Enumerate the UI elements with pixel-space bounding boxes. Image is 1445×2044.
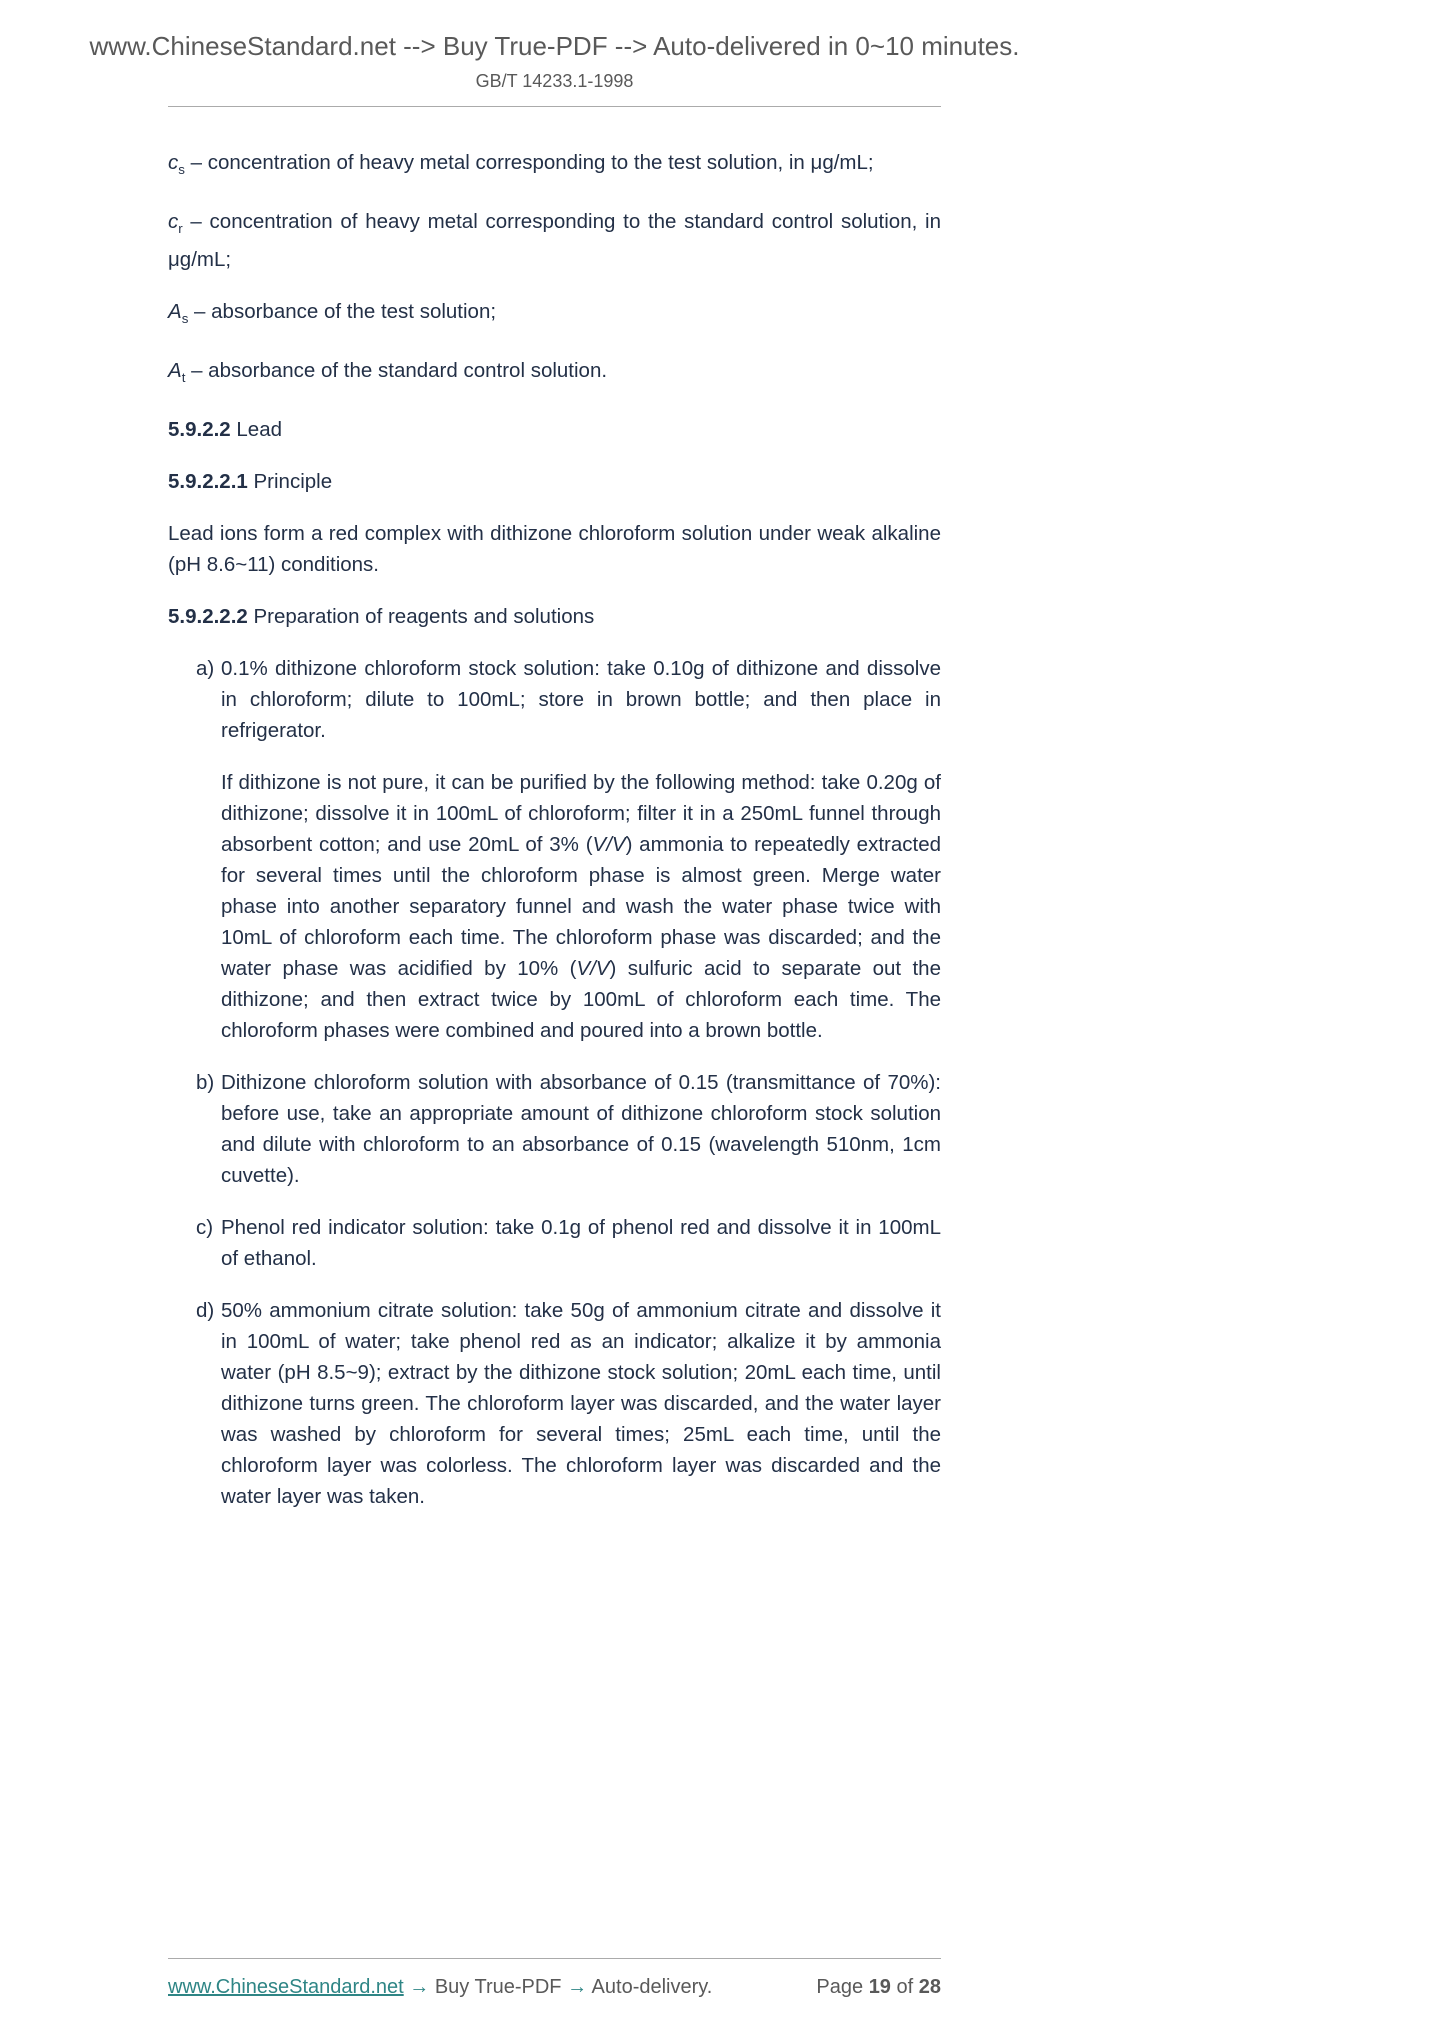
- section-number: 5.9.2.2.1: [168, 470, 248, 494]
- page-content-column: [89, 0, 1020, 1533]
- symbol-c: c: [168, 210, 179, 234]
- definition-text: – absorbance of the standard control solution.: [185, 359, 608, 383]
- page-total: 28: [918, 1976, 941, 1998]
- note-text-segment: ) ammonia to repeatedly extracted for several times until the chloroform phase is almost green. Merge water phase into another separatory funnel and wash the water phase twice with 10mL of chloroform each time. The chloroform phase was discarded; and the water phase was acidified by 10% (: [221, 833, 941, 981]
- note-italic-vv: V/V: [592, 833, 626, 857]
- section-title: Principle: [253, 470, 333, 494]
- list-marker-c: c): [196, 1216, 214, 1240]
- definition-text: – absorbance of the test solution;: [188, 300, 497, 324]
- page-label: Page: [816, 1976, 864, 1998]
- section-heading-lead: [168, 414, 941, 445]
- header-banner: www.ChineseStandard.net --> Buy True-PDF --> Auto-delivered in 0~10 minutes.: [89, 31, 1020, 61]
- definition-text: – concentration of heavy metal corresponding to the test solution, in μg/mL;: [184, 151, 874, 174]
- doc-number: GB/T 14233.1-1998: [475, 71, 634, 91]
- symbol-a: A: [168, 300, 182, 324]
- note-italic-vv: V/V: [576, 957, 610, 981]
- page-current: 19: [868, 1976, 891, 1998]
- definition-cs: [168, 147, 941, 185]
- arrow-right-icon: →: [561, 1976, 592, 1998]
- list-item-d-text: 50% ammonium citrate solution: take 50g of ammonium citrate and dissolve it in 100mL of water; take phenol red as an indicator; alkalize it by ammonia water (pH 8.5~9); extract by the dithizone stock solution; 20mL each time, until dithizone turns green. The chloroform layer was discarded, and the water layer was washed by chloroform for several times; 25mL each time, until the chloroform layer was colorless. The chloroform layer was discarded and the water layer was taken.: [221, 1299, 941, 1509]
- document-body: [168, 147, 941, 1512]
- section-heading-preparation: [168, 601, 941, 632]
- header-rule: [168, 106, 941, 107]
- symbol-subscript-s: s: [181, 311, 189, 327]
- symbol-c: c: [168, 151, 179, 174]
- symbol-subscript-s: s: [178, 162, 185, 178]
- symbol-subscript-t: t: [181, 370, 186, 386]
- footer-site-link[interactable]: www.ChineseStandard.net: [168, 1976, 404, 1998]
- list-marker-a: a): [196, 657, 215, 681]
- section-title: Lead: [236, 418, 283, 442]
- page-indicator: [816, 1976, 941, 1999]
- symbol-subscript-r: r: [178, 221, 183, 237]
- list-item-b-text: Dithizone chloroform solution with absorbance of 0.15 (transmittance of 70%): before use, take an appropriate amount of dithizone chloroform stock solution and dilute with chloroform to an absorbance of 0.15 (wavelength 510nm, 1cm cuvette).: [221, 1071, 941, 1188]
- section-number: 5.9.2.2: [168, 418, 231, 442]
- list-item-c: [196, 1212, 941, 1274]
- page-header: [89, 30, 1020, 107]
- of-label: of: [896, 1976, 914, 1998]
- definition-at: [168, 355, 941, 393]
- footer-delivery-text: Auto-delivery.: [591, 1976, 713, 1998]
- note-text-segment: If dithizone is not pure, it can be purified by the following method: take 0.20g of dithizone; dissolve it in 100mL of chloroform; filter it in a 250mL funnel through absorbent cotton; and use 20mL of 3% (: [221, 771, 941, 857]
- note-text-segment: ) sulfuric acid to separate out the dithizone; and then extract twice by 100mL of chloroform each time. The chloroform phases were combined and poured into a brown bottle.: [221, 957, 941, 1043]
- list-item-b: [196, 1067, 941, 1191]
- list-item-a-text: 0.1% dithizone chloroform stock solution: take 0.10g of dithizone and dissolve in chloroform; dilute to 100mL; store in brown bottle; and then place in refrigerator.: [221, 657, 941, 743]
- section-title: Preparation of reagents and solutions: [253, 605, 595, 629]
- list-marker-d: d): [196, 1299, 215, 1323]
- header-banner-wrap: [89, 30, 1020, 62]
- section-number: 5.9.2.2.2: [168, 605, 248, 629]
- arrow-right-icon: →: [403, 1976, 435, 1998]
- footer-rule: [168, 1958, 941, 1959]
- list-item-a: [196, 653, 941, 746]
- definition-text: – concentration of heavy metal corresponding to the standard control solution, in μg/mL;: [168, 210, 941, 272]
- list-item-a-note: [221, 767, 941, 1046]
- footer-row: [168, 1976, 941, 1999]
- footer-buy-text: Buy True-PDF: [434, 1976, 562, 1998]
- paragraph-principle: Lead ions form a red complex with dithizone chloroform solution under weak alkaline (pH 8.6~11) conditions.: [168, 522, 941, 577]
- section-heading-principle: [168, 466, 941, 497]
- list-marker-b: b): [196, 1071, 215, 1095]
- definition-as: [168, 296, 941, 334]
- footer-promo: [168, 1976, 712, 1999]
- definition-cr: [168, 206, 941, 275]
- symbol-a: A: [168, 359, 182, 383]
- page-footer: [168, 1944, 941, 1999]
- list-item-d: [196, 1295, 941, 1512]
- list-item-c-text: Phenol red indicator solution: take 0.1g of phenol red and dissolve it in 100mL of ethanol.: [221, 1216, 941, 1271]
